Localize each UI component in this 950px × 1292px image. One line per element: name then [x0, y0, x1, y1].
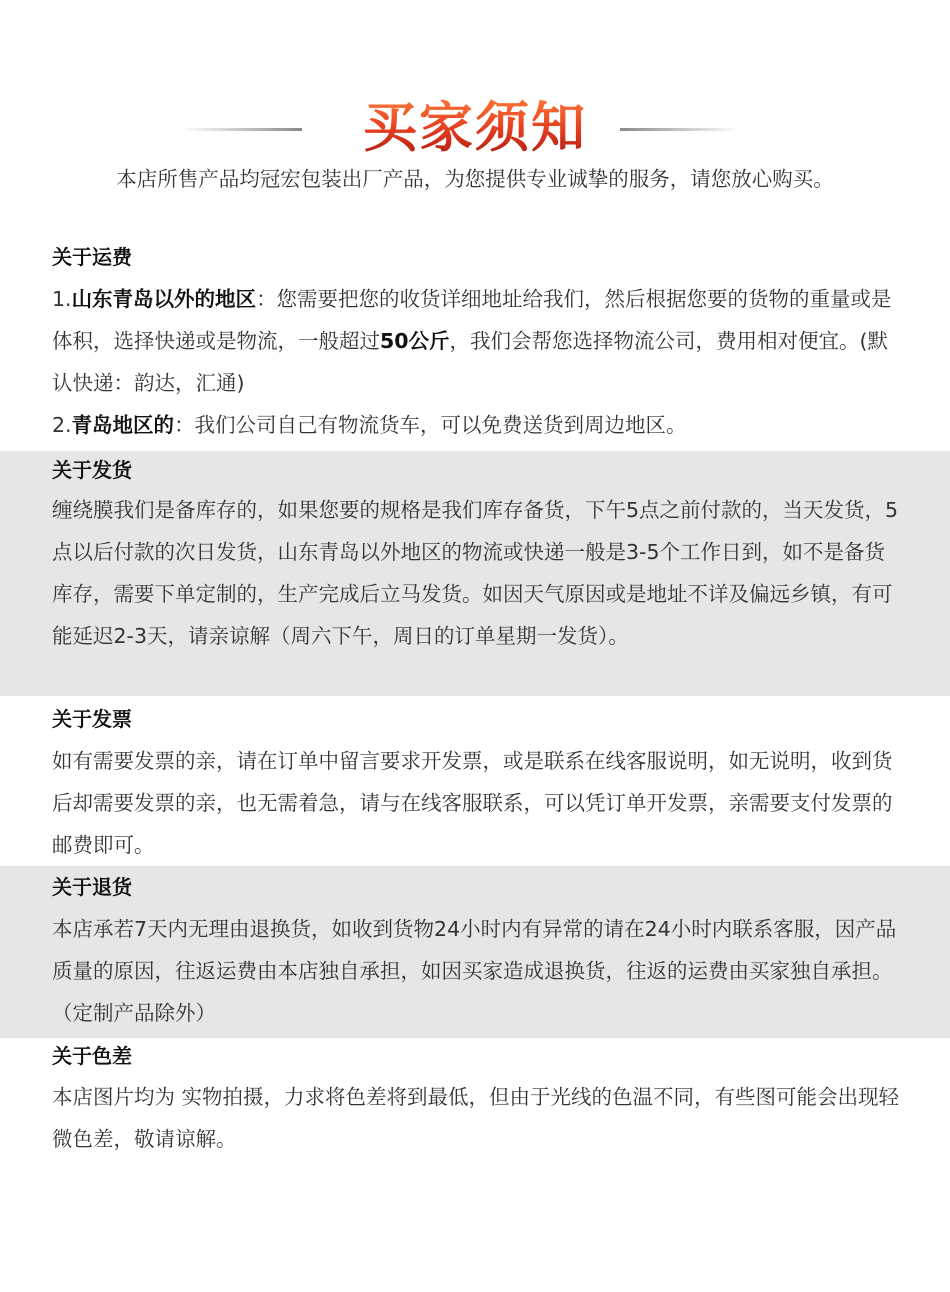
delivery-text: 缠绕膜我们是备库存的，如果您要的规格是我们库存备货，下午5点之前付款的，当天发货，5点以后付款的次日发货，山东青岛以外地区的物流或快递一般是3-5个工作日到，如不是备货库存，需要下单定制的，生产完成后立马发货。如因天气原因或是地址不详及偏远乡镇，有可能延迟2-3天，请亲谅解（周六下午，周日的订单星期一发货）。 [52, 498, 899, 648]
returns-text: 本店承若7天内无理由退换货，如收到货物24小时内有异常的请在24小时内联系客服，因产品质量的原因，往返运费由本店独自承担，如因买家造成退换货，往返的运费由买家独自承担。（定制产品除外） [52, 917, 897, 1025]
returns-heading: 关于退货 [52, 875, 132, 899]
shipping-item-2-prefix: 2. [52, 413, 72, 437]
intro-text: 本店所售产品均冠宏包装出厂产品，为您提供专业诚挚的服务，请您放心购买。 [116, 167, 834, 191]
shipping-item-1-prefix: 1. [52, 287, 72, 311]
shipping-item-1-label: 山东青岛以外的地区 [71, 287, 257, 311]
delivery-section [0, 451, 950, 696]
page-title: 买家须知 [0, 96, 950, 160]
shipping-item-2 [52, 404, 902, 446]
shipping-item-1-text-a: ：您需要把您的收货详细地址给我们，然后根据您要的货物的重量或是体积，选择快递或是物流，一般超过 [52, 287, 892, 353]
header [0, 88, 950, 168]
invoice-heading: 关于发票 [52, 707, 132, 731]
shipping-weight: 50公斤 [380, 329, 450, 353]
invoice-section [0, 696, 950, 866]
shipping-item-1 [52, 278, 902, 404]
color-section [0, 1038, 950, 1168]
color-text: 本店图片均为 实物拍摄，力求将色差将到最低，但由于光线的色温不同，有些图可能会出现轻微色差，敬请谅解。 [52, 1085, 900, 1151]
delivery-heading: 关于发货 [52, 458, 132, 482]
shipping-item-1-text-b: ，我们会帮您选择物流公司，费用相对便宜。(默认快递：韵达，汇通) [52, 329, 889, 395]
shipping-item-2-text: ：我们公司自己有物流货车，可以免费送货到周边地区。 [174, 413, 687, 437]
invoice-text: 如有需要发票的亲，请在订单中留言要求开发票，或是联系在线客服说明，如无说明，收到货后却需要发票的亲，也无需着急，请与在线客服联系，可以凭订单开发票，亲需要支付发票的邮费即可。 [52, 749, 893, 857]
shipping-item-2-label: 青岛地区的 [71, 413, 175, 437]
returns-section [0, 866, 950, 1038]
shipping-section [0, 242, 950, 442]
shipping-heading: 关于运费 [52, 245, 132, 269]
color-heading: 关于色差 [52, 1044, 132, 1068]
